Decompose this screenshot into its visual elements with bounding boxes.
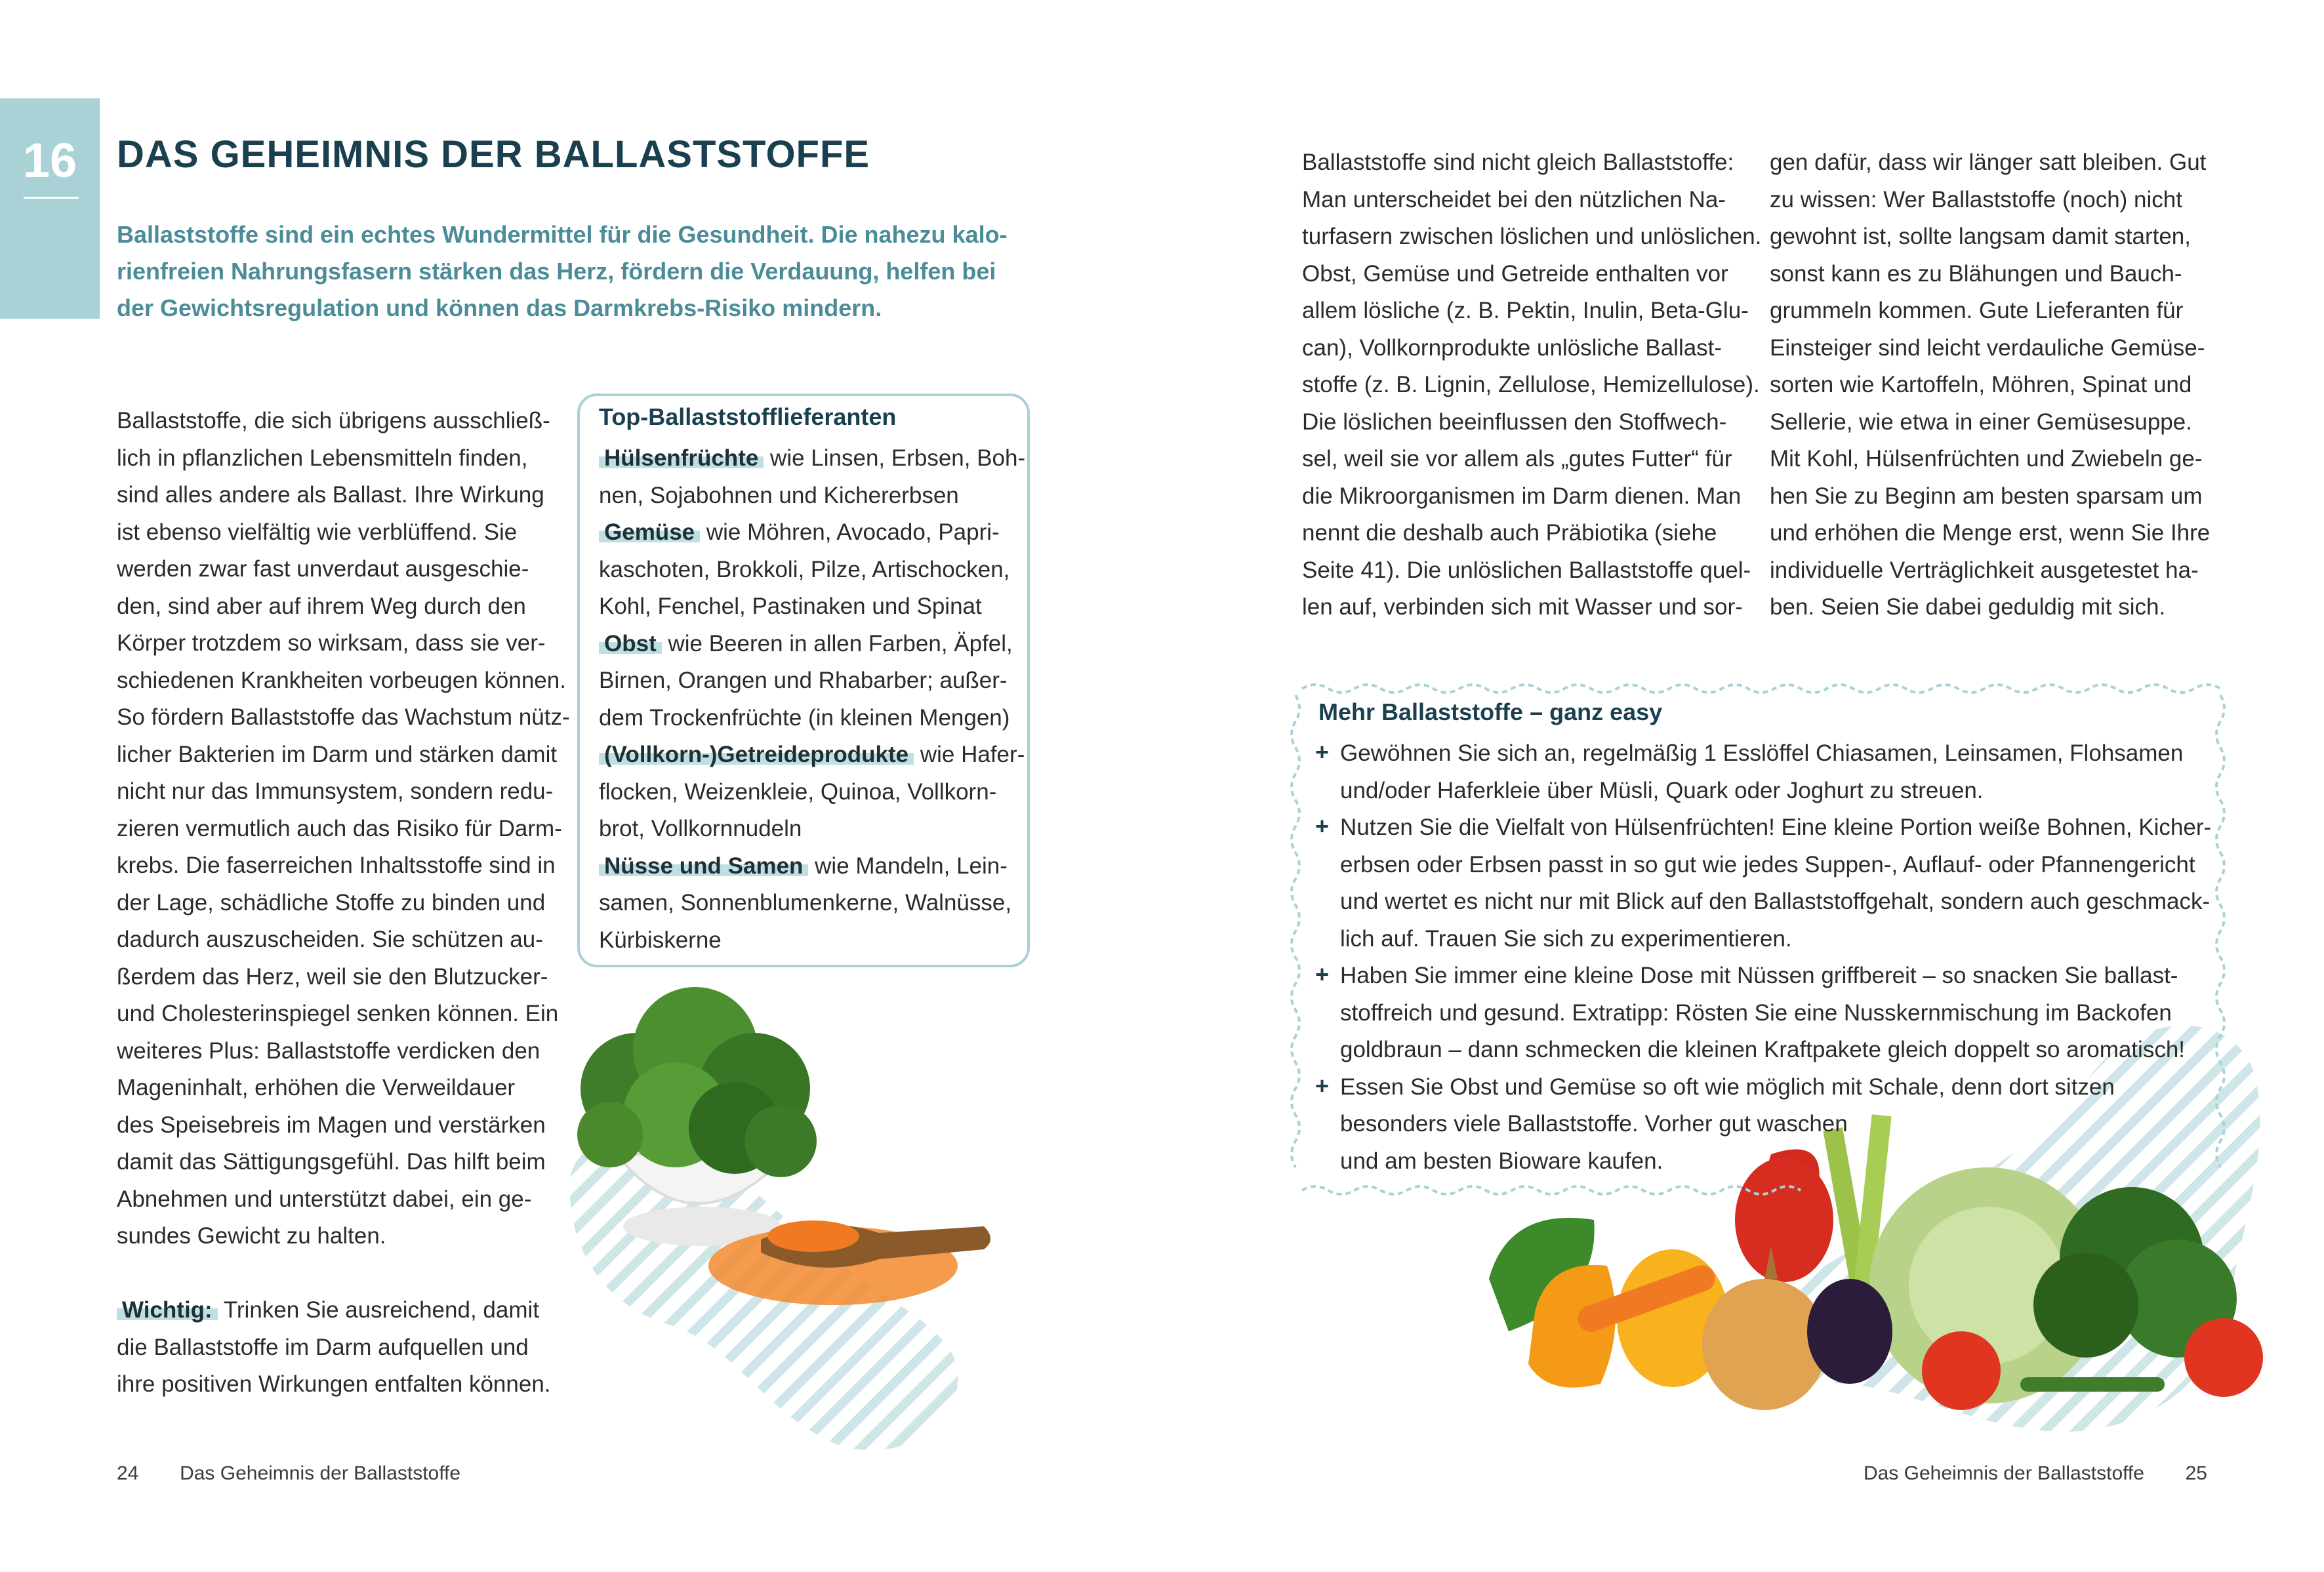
tip-line: und/oder Haferkleie über Müsli, Quark oder Joghurt zu streuen. [1340,777,1984,803]
important-text: Trinken Sie ausreichend, damit [217,1297,539,1323]
tips-title: Mehr Ballaststoffe – ganz easy [1318,698,1663,725]
body-line: Man unterscheidet bei den nützlichen Na- [1302,186,1726,212]
source-text: Kürbiskerne [599,927,722,953]
left-body-text [117,403,570,1403]
body-line: und erhöhen die Menge erst, wenn Sie Ihre [1770,520,2211,546]
source-label: Hülsenfrüchte [599,445,764,471]
tip-line: und wertet es nicht nur mit Blick auf den Ballaststoffgehalt, sondern auch geschmack- [1340,889,2211,914]
source-text: nen, Sojabohnen und Kichererbsen [599,482,959,508]
body-line: krebs. Die faserreichen Inhaltsstoffe sind in [117,853,556,878]
intro-line: rienfreien Nahrungsfasern stärken das Herz, fördern die Verdauung, helfen bei [117,258,996,285]
source-text: Birnen, Orangen und Rhabarber; außer- [599,668,1008,693]
body-line: lich in pflanzlichen Lebensmitteln finden, [117,445,528,471]
body-line: sind alles andere als Ballast. Ihre Wirkung [117,482,544,508]
tip-line: besonders viele Ballaststoffe. Vorher gut waschen [1340,1111,1848,1137]
tip-line: erbsen oder Erbsen passt in so gut wie jedes Suppen-, Auflauf- oder Pfannengericht [1340,851,2195,877]
right-column-2 [1770,144,2210,626]
body-line: len auf, verbinden sich mit Wasser und sor- [1302,594,1743,620]
body-line: weiteres Plus: Ballaststoffe verdicken den [117,1038,540,1064]
body-line: und Cholesterinspiegel senken können. Ein [117,1001,559,1026]
page-number-right: 25 [2185,1462,2207,1484]
tip-line: und am besten Bioware kaufen. [1340,1148,1663,1174]
body-line: Obst, Gemüse und Getreide enthalten vor [1302,260,1728,287]
tip-line: stoffreich und gesund. Extratipp: Rösten Sie eine Nusskernmischung im Backofen [1340,999,2172,1026]
source-text: wie Mandeln, Lein- [808,853,1008,879]
body-line: nennt die deshalb auch Präbiotika (siehe [1302,520,1717,546]
intro-paragraph [117,216,1008,327]
source-text: kaschoten, Brokkoli, Pilze, Artischocken, [599,556,1010,582]
body-line: des Speisebreis im Magen und verstärken [117,1112,546,1138]
source-text: wie Linsen, Erbsen, Boh- [764,445,1026,471]
body-line: Mit Kohl, Hülsenfrüchten und Zwiebeln ge- [1770,446,2203,472]
body-line: sundes Gewicht zu halten. [117,1223,386,1249]
footer-right [1864,1462,2207,1485]
source-text: brot, Vollkornnudeln [599,816,802,841]
body-line: gen dafür, dass wir länger satt bleiben. Gut [1770,150,2207,175]
body-line: ben. Seien Sie dabei geduldig mit sich. [1770,594,2166,620]
body-line: nicht nur das Immunsystem, sondern redu- [117,778,554,804]
tips-list [1340,735,2211,1180]
body-line: Die löslichen beeinflussen den Stoffwech- [1302,409,1727,435]
chapter-tab [0,98,100,319]
chapter-number: 16 [22,133,77,188]
body-line: allem lösliche (z. B. Pektin, Inulin, Beta-Glu- [1302,298,1749,323]
body-line: damit das Sättigungsgefühl. Das hilft beim [117,1149,546,1175]
body-line: sel, weil sie vor allem als „gutes Futter“ für [1302,446,1732,472]
body-line: Ballaststoffe sind nicht gleich Ballaststoffe: [1302,150,1734,175]
tip-line: goldbraun – dann schmecken die kleinen Kraftpakete gleich doppelt so aromatisch! [1340,1037,2186,1062]
body-line: can), Vollkornprodukte unlösliche Ballast- [1302,334,1723,361]
body-line: stoffe (z. B. Lignin, Zellulose, Hemizellulose). [1302,372,1760,397]
source-item [599,736,1025,774]
source-label: (Vollkorn-)Getreideprodukte [599,742,914,767]
plus-icon: + [1315,1072,1330,1099]
source-text: dem Trockenfrüchte (in kleinen Mengen) [599,704,1010,731]
tip-line: Essen Sie Obst und Gemüse so oft wie möglich mit Schale, denn dort sitzen [1340,1074,2115,1100]
body-line: ßerdem das Herz, weil sie den Blutzucker- [117,963,548,990]
body-line: Ballaststoffe, die sich übrigens ausschließ- [117,408,550,433]
plus-icon: + [1315,738,1330,765]
source-item [599,440,1025,477]
body-line: sonst kann es zu Blähungen und Bauch- [1770,260,2182,287]
intro-line: Ballaststoffe sind ein echtes Wundermittel für die Gesundheit. Die nahezu kalo- [117,221,1008,248]
body-line: Abnehmen und unterstützt dabei, ein ge- [117,1186,532,1212]
source-item [599,848,1025,885]
body-line: der Lage, schädliche Stoffe zu binden und [117,889,546,916]
body-line: Seite 41). Die unlöslichen Ballaststoffe quel- [1302,557,1751,583]
body-line: schiedenen Krankheiten vorbeugen können. [117,667,566,693]
source-label: Obst [599,631,662,656]
body-line: grummeln kommen. Gute Lieferanten für [1770,298,2184,323]
body-line: ist ebenso vielfältig wie verblüffend. Sie [117,519,518,545]
running-title-right: Das Geheimnis der Ballaststoffe [1863,1462,2144,1484]
top-sources-list [599,440,1025,959]
body-line: Mageninhalt, erhöhen die Verweildauer [117,1075,516,1100]
body-line: zu wissen: Wer Ballaststoffe (noch) nicht [1770,186,2182,212]
page-number-left: 24 [117,1462,139,1484]
important-line [117,1292,570,1329]
source-label: Gemüse [599,519,700,545]
body-line: Einsteiger sind leicht verdauliche Gemüse- [1770,334,2205,361]
chapter-rule [24,197,79,199]
important-label: Wichtig: [117,1297,218,1323]
blank-line [117,1255,570,1293]
running-title-left: Das Geheimnis der Ballaststoffe [180,1462,461,1484]
tip-line: Haben Sie immer eine kleine Dose mit Nüssen griffbereit – so snacken Sie ballast- [1340,963,2178,988]
body-line: den, sind aber auf ihrem Weg durch den [117,593,526,619]
source-item [599,626,1025,663]
source-text: wie Beeren in allen Farben, Äpfel, [661,630,1013,656]
body-line: So fördern Ballaststoffe das Wachstum nütz- [117,704,570,730]
source-text: wie Hafer- [914,742,1025,767]
body-line: hen Sie zu Beginn am besten sparsam um [1770,483,2203,509]
body-line: werden zwar fast unverdaut ausgeschie- [117,556,529,582]
page-title: DAS GEHEIMNIS DER BALLASTSTOFFE [117,133,870,176]
tip-line: Gewöhnen Sie sich an, regelmäßig 1 Esslöffel Chiasamen, Leinsamen, Flohsamen [1340,740,2184,766]
body-line: die Mikroorganismen im Darm dienen. Man [1302,483,1742,509]
body-line: licher Bakterien im Darm und stärken damit [117,741,558,767]
body-line: dadurch auszuscheiden. Sie schützen au- [117,927,543,952]
right-column-1 [1302,144,1761,626]
body-line: turfasern zwischen löslichen und unlöslichen. [1302,224,1762,249]
body-line: sorten wie Kartoffeln, Möhren, Spinat und [1770,372,2192,397]
body-line: die Ballaststoffe im Darm aufquellen und [117,1334,529,1360]
source-item [599,514,1025,552]
body-line: zieren vermutlich auch das Risiko für Darm- [117,815,562,841]
body-line: Sellerie, wie etwa in einer Gemüsesuppe. [1770,409,2192,435]
footer-left [117,1462,460,1485]
source-text: Kohl, Fenchel, Pastinaken und Spinat [599,594,982,619]
tip-line: lich auf. Trauen Sie sich zu experimentieren. [1340,925,1792,952]
body-line: gewohnt ist, sollte langsam damit starten, [1770,224,2191,249]
body-line: ihre positiven Wirkungen entfalten können. [117,1371,551,1397]
tip-line: Nutzen Sie die Vielfalt von Hülsenfrüchten! Eine kleine Portion weiße Bohnen, Kicher- [1340,815,2212,840]
plus-icon: + [1315,961,1330,988]
intro-line: der Gewichtsregulation und können das Darmkrebs-Risiko mindern. [117,294,882,321]
top-sources-title: Top-Ballaststofflieferanten [599,403,897,430]
source-text: wie Möhren, Avocado, Papri- [700,519,1000,545]
plus-icon: + [1315,813,1330,839]
source-text: flocken, Weizenkleie, Quinoa, Vollkorn- [599,778,997,805]
body-line: individuelle Verträglichkeit ausgetestet ha- [1770,557,2199,583]
body-line: Körper trotzdem so wirksam, dass sie ver- [117,630,546,656]
source-label: Nüsse und Samen [599,853,808,879]
source-text: samen, Sonnenblumenkerne, Walnüsse, [599,890,1012,916]
